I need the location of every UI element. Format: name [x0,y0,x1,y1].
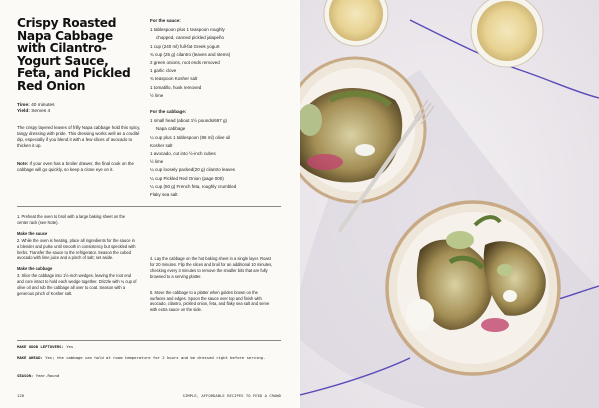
step-text: 5. Move the cabbage to a platter when golden brown on the surfaces and edges. Spoon the sauce over top and finish with avocado, cilantro, pickled onion, feta, and flaky sea salt and serve with extra sauce on the side. [150,289,270,313]
season-value: Year-Round [35,373,60,378]
ingredient-item: ¼ cup plus 1 tablespoon (95 ml) olive oil [150,134,231,140]
note-text: If your oven has a broiler drawer, the final cook on the cabbage will go quickly, so keep a close eye on it. [17,161,134,173]
yield-label: Yield: [17,109,30,115]
note-label: Note: [17,161,29,166]
ingredient-item: 1 garlic clove [150,68,177,74]
cabbage-list [150,117,275,199]
running-head: SIMPLE, AFFORDABLE RECIPES TO FEED A CROWD [182,393,281,398]
step-heading: Make the cabbage [17,266,53,272]
method-step [17,214,137,226]
make-ahead-note [17,355,281,361]
ingredient-item: 1 avocado, cut into ½-inch cubes [150,151,216,157]
feta [406,299,434,331]
ingredient-item: ¼ cup loosely packed(20 g) cilantro leaves [150,167,236,173]
ingredient-item: Napa cabbage [156,126,186,132]
season-note [17,373,281,379]
ingredient-item: ½ lime [150,159,164,165]
method-steps-right [150,256,274,318]
method-step [17,231,137,262]
ingredient-item: ½ lime [150,92,164,98]
yield-value: Serves 4 [31,109,51,115]
avocado [446,231,474,249]
glass-drink [477,1,537,61]
footer-divider [17,340,281,341]
time-value: 40 minutes [31,103,55,108]
sauce-list [150,26,275,100]
time-label: Time: [17,103,30,108]
ingredient-item: 1 small head (about 1½ pounds/697 g) [150,118,228,124]
method-step [150,290,274,314]
step-text: 1. Preheat the oven to broil with a large baking sheet on the center rack (see Note). [17,214,126,225]
method-step [17,266,137,297]
method-step [150,256,274,280]
season-label: SEASON: [17,373,34,378]
ingredient-item: chopped, canned pickled jalapeño [156,35,225,41]
leftovers-note [17,344,281,350]
ingredient-item: Flaky sea salt [150,192,178,198]
avocado [497,264,513,276]
ingredients-column [150,17,275,199]
pickled-onion [307,154,343,170]
ingredient-item: 1 cup (240 ml) full-fat Greek yogurt [150,43,220,49]
ingredient-item: ¼ cup Pickled Red Onion (page 000) [150,175,224,181]
food-photo-illustration [300,0,599,408]
section-divider [17,206,281,207]
sauce-heading: For the sauce: [150,18,181,23]
recipe-intro: The crispy layered leaves of frilly Napa cabbage hold this spicy, tangy dressing with pride. This dressing works well as a crudité dip, especially if you blend it with a few slices of avocado to thicken it up. [17,125,141,149]
recipe-title: Crispy Roasted Napa Cabbage with Cilantro-Yogurt Sauce, Feta, and Pickled Red Onion [17,16,131,93]
make-ahead-value: Yes; the cabbage can hold at room temperature for 2 hours and be dressed right before serving. [45,355,266,360]
leftovers-value: Yes [66,344,74,349]
step-text: 3. Slice the cabbage into 1½-inch wedges, leaving the root end and core intact to hold each wedge together. Drizzle with ¼ cup of olive oil and rub the cabbage all over to coat. Season with a generous pinch of Kosher salt. [17,273,137,296]
method-steps-left [17,214,137,302]
leftovers-label: MAKE GOOD LEFTOVERS: [17,344,64,349]
recipe-meta [17,103,55,116]
ingredient-item: 1 tomatillo, husk removed [150,84,202,90]
step-text: 4. Lay the cabbage on the hot baking sheet in a single layer. Roast for 20 minutes. Flip the slices and broil for an additional 10 minutes, checking every 3 minutes to remove the smaller bits that are fully browned to a serving platter. [150,256,273,279]
step-heading: Make the sauce [17,230,48,236]
food-photo [300,0,599,408]
ingredient-item: ¾ teaspoon Kosher salt [150,76,198,82]
make-ahead-label: MAKE AHEAD: [17,355,43,360]
pickled-onion [481,318,509,332]
page-number: 128 [17,393,25,398]
recipe-note [17,161,145,173]
ingredient-item: ¼ cup (50 g) French feta, roughly crumbled [150,183,237,189]
ingredient-item: ¾ cup (25 g) cilantro (leaves and stems) [150,51,231,57]
feta [503,290,517,302]
feta [355,144,375,156]
cabbage-heading: For the cabbage: [150,109,187,115]
ingredient-item: 2 green onions, root ends removed [150,60,220,66]
step-text: 2. While the oven is heating, place all ingredients for the sauce in a blender and pulse until smooth in consistency but speckled with herbs. Transfer the sauce to the refrigerator. Season the cubed avocado with lime juice and a pinch of salt; set aside. [17,237,136,261]
ingredient-item: Kosher salt [150,142,173,148]
ingredient-item: 1 tablespoon plus 1 teaspoon roughly [150,27,225,33]
